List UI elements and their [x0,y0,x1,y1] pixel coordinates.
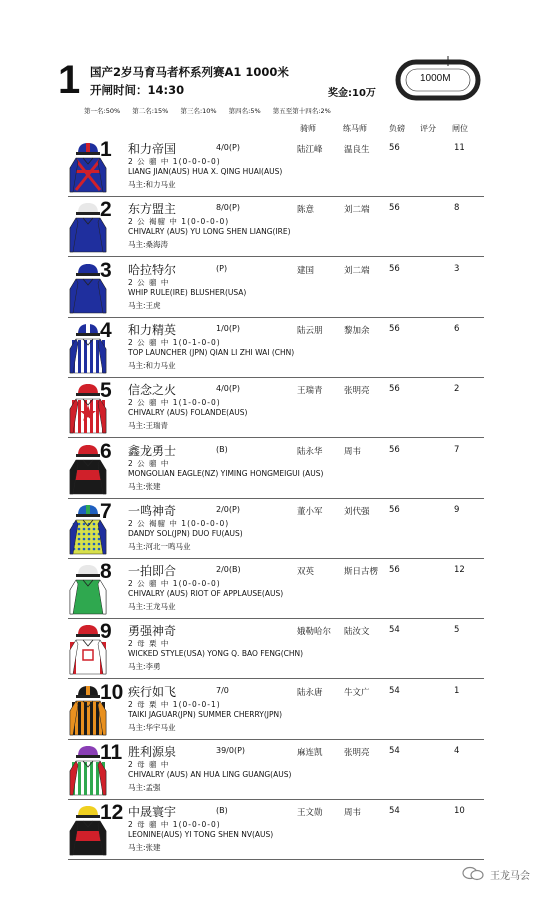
jockey-name: 陈意 [297,205,315,216]
barrier-draw: 10 [454,806,465,817]
barrier-draw: 12 [454,565,465,576]
runner-row[interactable] [68,679,484,740]
horse-name: 信念之火 [128,383,177,398]
runner-row[interactable] [68,438,484,499]
jockey-name: 双英 [297,567,315,578]
horse-details: 2 公 褐骝 中 1(0-0-0-0) [128,217,230,227]
runner-row[interactable] [68,136,484,197]
pedigree: WHIP RULE(IRE) BLUSHER(USA) [128,287,247,297]
runner-row[interactable] [68,317,484,378]
horse-name: 鑫龙勇士 [128,443,177,458]
race-purse: 奖金:10万 [328,88,376,99]
horse-number: 3 [100,258,112,282]
horse-details: 2 母 栗 中 1(0-0-0-1) [128,699,221,709]
barrier-draw: 9 [454,504,460,515]
horse-name: 哈拉特尔 [128,262,177,277]
horse-number: 5 [100,379,112,403]
barrier-draw: 11 [454,143,465,153]
pedigree: DANDY SOL(JPN) DUO FU(AUS) [128,528,243,538]
barrier-draw: 4 [454,746,460,756]
pedigree: LIANG JIAN(AUS) HUA X. QING HUAI(AUS) [128,167,283,176]
carried-weight: 54 [389,746,400,756]
jockey-name: 陆云朋 [297,325,323,336]
col-rating: 评分 [420,124,436,133]
recent-form: 4/0(P) [216,143,240,152]
jockey-name: 娥勒哈尔 [297,627,332,638]
barrier-draw: 8 [454,203,460,214]
owner-name: 马主:王虎 [128,300,161,310]
horse-details: 2 公 骝 中 1(0-0-0-0) [128,157,221,166]
owner-name: 马主:李勇 [128,662,161,672]
trainer-name: 周韦 [344,808,362,819]
carried-weight: 56 [389,384,400,395]
carried-weight: 56 [389,565,400,576]
owner-name: 马主:孟强 [128,783,161,792]
jockey-name: 陆永唐 [297,687,323,698]
runner-row[interactable] [68,196,484,257]
horse-name: 和力精英 [128,322,177,337]
trainer-name: 斯日古楞 [344,567,379,578]
runner-row[interactable] [68,799,484,860]
horse-name: 中晟寰宇 [128,805,177,820]
trainer-name: 陆汝文 [344,627,370,638]
horse-number: 8 [100,560,112,584]
trainer-name: 周韦 [344,446,362,457]
runner-row[interactable] [68,739,484,800]
barrier-draw: 1 [454,685,460,696]
horse-details: 2 公 骝 中 1(0-0-0-0) [128,579,221,589]
horse-details: 2 公 骝 中 [128,277,170,287]
horse-name: 东方盟主 [128,202,177,217]
barrier-draw: 6 [454,323,460,334]
jockey-name: 王文勋 [297,808,323,819]
runner-row[interactable] [68,257,484,318]
horse-details: 2 公 骝 中 [128,458,170,468]
carried-weight: 54 [389,685,400,696]
horse-number: 11 [100,741,123,764]
owner-name: 马主:张建 [128,481,161,491]
race-title: 国产2岁马育马者杯系列赛A1 1000米 [90,65,289,79]
horse-details: 2 母 骝 中 1(0-0-0-0) [128,820,221,830]
owner-name: 马主:和力马业 [128,360,176,370]
horse-details: 2 母 栗 中 [128,639,170,649]
horse-name: 勇强神奇 [128,624,177,639]
horse-number: 6 [100,439,112,463]
recent-form: 8/0(P) [216,203,240,213]
recent-form: (B) [216,806,228,816]
runner-row[interactable] [68,498,484,559]
pedigree: WICKED STYLE(USA) YONG Q. BAO FENG(CHN) [128,649,304,659]
prize-5-14: 第五至第十四名:2% [272,107,331,115]
horse-details: 2 公 骝 中 1(0-1-0-0) [128,337,221,347]
horse-name: 一拍即合 [128,564,177,579]
wechat-icon [462,866,486,882]
carried-weight: 56 [389,504,400,515]
trainer-name: 牛文广 [344,687,370,698]
pedigree: CHIVALRY (AUS) YU LONG SHEN LIANG(IRE) [128,227,291,237]
horse-number: 12 [100,801,124,825]
horse-number: 4 [100,318,112,342]
carried-weight: 56 [389,444,400,455]
owner-name: 马主:张建 [128,843,161,853]
jockey-name: 建国 [297,265,315,276]
recent-form: 2/0(B) [216,565,241,575]
pedigree: CHIVALRY (AUS) RIOT OF APPLAUSE(AUS) [128,589,284,599]
col-trainer: 练马师 [343,124,367,133]
trainer-name: 黎加余 [344,325,370,336]
carried-weight: 54 [389,625,400,636]
horse-number: 7 [100,499,112,523]
horse-number: 2 [100,198,112,222]
runner-row[interactable] [68,618,484,679]
pedigree: CHIVALRY (AUS) AN HUA LING GUANG(AUS) [128,770,292,779]
carried-weight: 56 [389,263,400,274]
horse-number: 10 [100,680,124,704]
recent-form: (P) [216,263,228,273]
recent-form: 4/0(P) [216,384,240,394]
trainer-name: 刘代强 [344,506,370,517]
recent-form: 7/0 [216,685,229,695]
trainer-name: 温良生 [344,145,370,155]
prize-2: 第二名:15% [132,107,169,115]
runner-row[interactable] [68,377,484,438]
horse-name: 胜利源泉 [128,745,177,759]
jockey-name: 陆江峰 [297,145,323,155]
horse-name: 一鸣神奇 [128,503,177,518]
carried-weight: 56 [389,143,400,153]
prize-distribution [84,106,341,115]
trainer-name: 张明亮 [344,748,370,758]
owner-name: 马主:和力马业 [128,180,176,189]
trainer-name: 刘二端 [344,205,370,216]
horse-details: 2 母 骝 中 [128,760,170,769]
carried-weight: 56 [389,323,400,334]
horse-number: 1 [100,138,112,161]
prize-3: 第三名:10% [180,107,217,115]
col-weight: 负磅 [389,124,405,133]
horse-name: 疾行如飞 [128,684,177,699]
owner-name: 马主:桑海涛 [128,240,169,250]
recent-form: 39/0(P) [216,746,246,755]
carried-weight: 54 [389,806,400,817]
horse-name: 和力帝国 [128,142,177,156]
race-start-time: 开闸时间：14:30 [90,83,185,97]
barrier-draw: 7 [454,444,460,455]
horse-details: 2 公 褐骝 中 1(0-0-0-0) [128,518,230,528]
pedigree: LEONINE(AUS) YI TONG SHEN NV(AUS) [128,830,274,840]
jockey-name: 王瑞青 [297,386,323,397]
trainer-name: 刘二端 [344,265,370,276]
watermark-text: 王龙马会 [490,871,530,882]
carried-weight: 56 [389,203,400,214]
jockey-name: 陆永华 [297,446,323,457]
owner-name: 马主:河北一鸣马业 [128,541,191,551]
prize-1: 第一名:50% [84,107,121,115]
pedigree: TAIKI JAGUAR(JPN) SUMMER CHERRY(JPN) [128,709,283,719]
barrier-draw: 5 [454,625,460,636]
pedigree: CHIVALRY (AUS) FOLANDE(AUS) [128,408,248,418]
horse-number: 9 [100,620,112,644]
recent-form: 2/0(P) [216,504,240,514]
owner-name: 马主:王瑞青 [128,421,169,431]
jockey-name: 麻连凯 [297,748,323,758]
runner-row[interactable] [68,558,484,619]
trainer-name: 张明亮 [344,386,370,397]
pedigree: MONGOLIAN EAGLE(NZ) YIMING HONGMEIGUI (AUS) [128,468,324,478]
owner-name: 马主:华宇马业 [128,722,176,732]
race-number: 1 [58,58,81,102]
recent-form: 1/0(P) [216,323,240,333]
barrier-draw: 3 [454,263,460,274]
recent-form: (B) [216,444,228,454]
prize-4: 第四名:5% [228,107,261,115]
barrier-draw: 2 [454,384,460,395]
owner-name: 马主:王龙马业 [128,602,176,612]
horse-details: 2 公 骝 中 1(1-0-0-0) [128,398,221,408]
pedigree: TOP LAUNCHER (JPN) QIAN LI ZHI WAI (CHN) [128,347,295,357]
distance-label: 1000M [420,73,451,84]
col-jockey: 骑师 [300,124,316,133]
jockey-name: 董小军 [297,506,323,517]
col-barrier: 闸位 [452,124,468,133]
